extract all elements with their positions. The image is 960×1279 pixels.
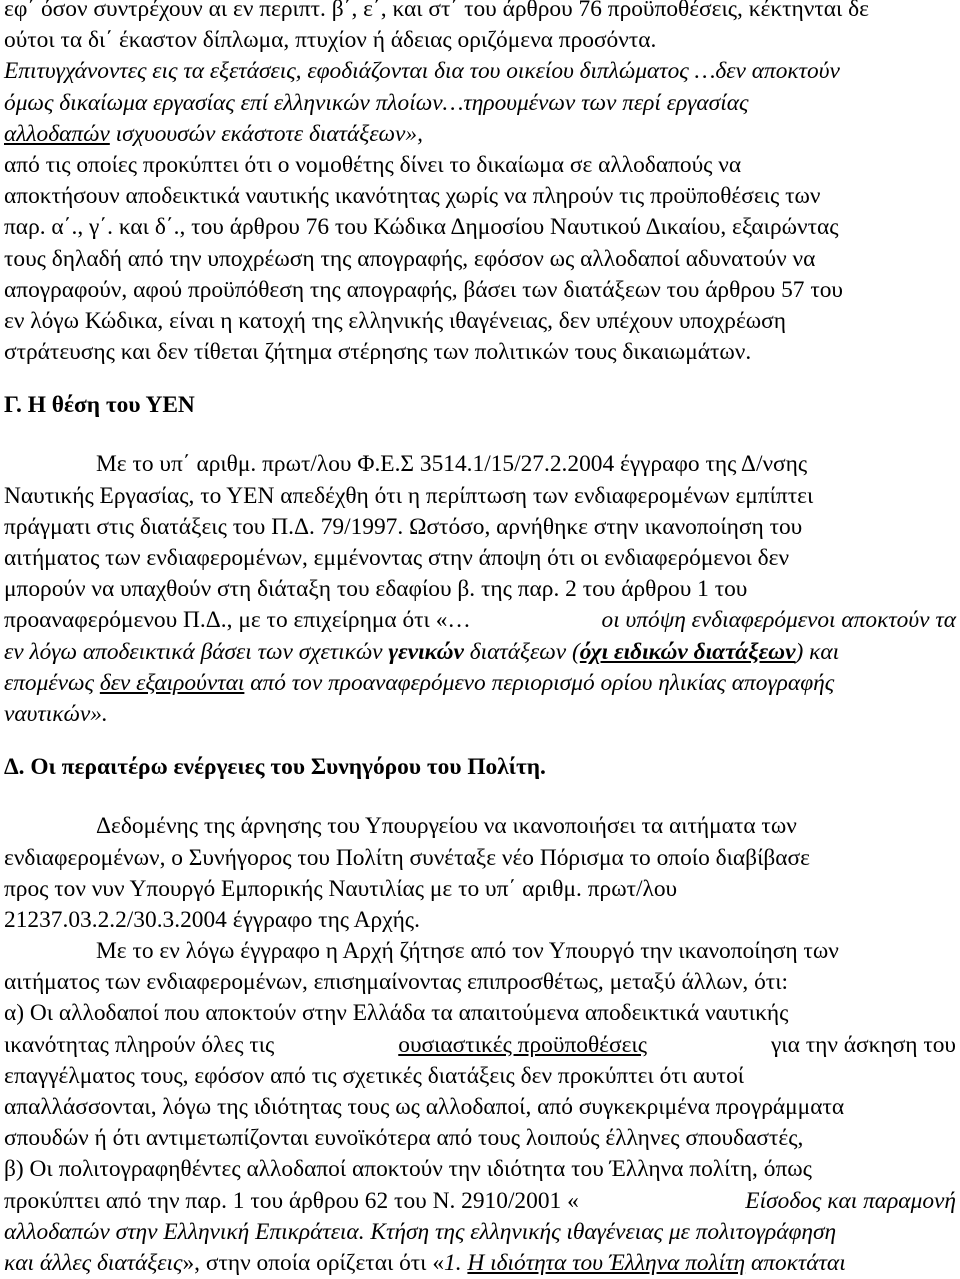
text-span: και άλλες διατάξεις <box>4 1249 183 1276</box>
text-line <box>4 1092 956 1123</box>
text-line <box>4 512 956 543</box>
text-span: ουσιαστικές προϋποθέσεις <box>398 1031 647 1058</box>
text-span: Με το εν λόγω έγγραφο η Αρχή ζήτησε από τον Υπουργό την ικανοποίηση των <box>96 938 839 965</box>
text-line <box>4 337 956 368</box>
text-span: απαλλάσσονται, λόγω της ιδιότητας τους ως αλλοδαποί, από συγκεκριμένα προγράμματα <box>4 1094 845 1120</box>
section-heading-d: Δ. Οι περαιτέρω ενέργειες του Συνηγόρου του Πολίτη. <box>4 754 546 781</box>
text-span: », στην οποία ορίζεται ότι « <box>182 1249 445 1276</box>
text-line <box>4 1248 956 1279</box>
text-span: μπορούν να υπαχθούν στη διάταξη του εδαφίου β. της παρ. 2 του άρθρου 1 του <box>4 576 748 603</box>
text-span: αποκτήσουν αποδεικτικά ναυτικής ικανότητας χωρίς να πληρούν τις προϋποθέσεις των <box>4 183 821 210</box>
text-span: ενδιαφερομένων, ο Συνήγορος του Πολίτη συνέταξε νέο Πόρισμα το οποίο διαβίβασε <box>4 844 810 871</box>
text-line <box>4 1154 956 1185</box>
text-line <box>4 1217 956 1248</box>
text-span: γενικών <box>388 638 464 665</box>
text-line <box>4 88 956 119</box>
text-span: Με το υπ΄ αριθμ. πρωτ/λου Φ.Ε.Σ 3514.1/15/27.2.2004 έγγραφο της Δ/νσης <box>96 451 808 478</box>
text-span: αλλοδαπών <box>4 120 110 147</box>
text-span: αιτήματος των ενδιαφερομένων, επισημαίνοντας επιπροσθέτως, μεταξύ άλλων, ότι: <box>4 969 788 996</box>
text-span: τους δηλαδή από την υποχρέωση της απογραφής, εφόσον ως αλλοδαποί αδυνατούν να <box>4 245 816 272</box>
text-line <box>4 998 956 1029</box>
text-line <box>4 306 956 337</box>
text-line <box>4 212 956 243</box>
text-span: από τις οποίες προκύπτει ότι ο νομοθέτης δίνει το δικαίωμα σε αλλοδαπούς να <box>4 151 742 178</box>
text-span: Επιτυγχάνοντες εις τα εξετάσεις, εφοδιάζονται δια του οικείου διπλώματος …δεν αποκτούν <box>4 58 840 85</box>
text-span: ούτοι τα δι΄ έκαστον δίπλωμα, πτυχίον ή άδειας οριζόμενα προσόντα. <box>4 27 657 54</box>
text-span: 1. <box>444 1249 468 1276</box>
text-line <box>4 150 956 181</box>
text-line <box>4 967 956 998</box>
text-span: οι υπόψη ενδιαφερόμενοι αποκτούν τα <box>601 607 956 634</box>
text-line <box>4 449 956 480</box>
text-line <box>4 119 956 150</box>
text-span: δεν εξαιρούνται <box>99 669 245 696</box>
text-span: απογραφούν, αφού προϋπόθεση της απογραφής, βάσει των διατάξεων του άρθρου 57 του <box>4 276 843 303</box>
text-line <box>4 181 956 212</box>
text-line <box>4 1123 956 1154</box>
text-line <box>4 811 956 842</box>
text-span: Είσοδος και παραμονή <box>745 1187 956 1214</box>
document-page <box>4 0 956 1279</box>
text-line <box>4 637 956 668</box>
text-span: εφ΄ όσον συντρέχουν αι εν περιπτ. β΄, ε΄, και στ΄ του άρθρου 76 προϋποθέσεις, κέκτηνται δε <box>4 0 869 22</box>
text-span: προκύπτει από την παρ. 1 του άρθρου 62 του Ν. 2910/2001 « <box>4 1187 579 1214</box>
text-span: όχι ειδικών διατάξεων <box>579 638 796 665</box>
text-span: εν λόγω αποδεικτικά βάσει των σχετικών <box>4 638 389 665</box>
text-line <box>4 574 956 605</box>
text-span: αιτήματος των ενδιαφερομένων, εμμένοντας στην άποψη ότι οι ενδιαφερόμενοι δεν <box>4 545 790 571</box>
text-span: ισχυουσών εκάστοτε διατάξεων», <box>109 120 423 147</box>
text-line <box>4 843 956 874</box>
text-span: Ναυτικής Εργασίας, το ΥΕΝ απεδέχθη ότι η περίπτωση των ενδιαφερομένων εμπίπτει <box>4 482 814 509</box>
text-span: πράγματι στις διατάξεις του Π.Δ. 79/1997. Ωστόσο, αρνήθηκε στην ικανοποίηση του <box>4 513 803 540</box>
text-span: διατάξεων ( <box>463 638 580 665</box>
text-line <box>4 1061 956 1092</box>
text-span: Η ιδιότητα του Έλληνα πολίτη <box>467 1249 746 1276</box>
text-span: ναυτικών». <box>4 700 108 727</box>
text-span: από τον προαναφερόμενο περιορισμό ορίου ηλικίας απογραφής <box>244 669 835 696</box>
text-span: όμως δικαίωμα εργασίας επί ελληνικών πλοίων…τηρουμένων των περί εργασίας <box>4 89 749 116</box>
text-span: 21237.03.2.2/30.3.2004 έγγραφο της Αρχής. <box>4 906 420 933</box>
text-line <box>4 56 956 87</box>
text-span: για την άσκηση του <box>765 1031 956 1058</box>
text-line <box>4 0 956 25</box>
text-line <box>4 244 956 275</box>
text-span: α) Οι αλλοδαποί που αποκτούν στην Ελλάδα τα απαιτούμενα αποδεικτικά ναυτικής <box>4 1000 789 1027</box>
text-line <box>4 874 956 905</box>
text-line <box>4 481 956 512</box>
text-line <box>4 275 956 306</box>
text-span: αποκτάται <box>745 1249 846 1276</box>
text-line <box>4 605 956 636</box>
text-line <box>4 905 956 936</box>
text-line <box>4 1186 956 1217</box>
text-line <box>4 1030 956 1061</box>
section-heading-g: Γ. Η θέση του ΥΕΝ <box>4 392 195 419</box>
text-line <box>4 25 956 56</box>
text-line <box>4 668 956 699</box>
text-span: προαναφερόμενου Π.Δ., με το επιχείρημα ότι «… <box>4 607 471 634</box>
text-span: στράτευσης και δεν τίθεται ζήτημα στέρησης των πολιτικών τους δικαιωμάτων. <box>4 339 752 366</box>
text-span: αλλοδαπών στην Ελληνική Επικράτεια. Κτήση της ελληνικής ιθαγένειας με πολιτογράφηση <box>4 1218 837 1245</box>
text-span: επαγγέλματος τους, εφόσον από τις σχετικές διατάξεις δεν προκύπτει ότι αυτοί <box>4 1062 745 1089</box>
text-line <box>4 543 956 574</box>
text-line <box>4 699 956 730</box>
text-span: εν λόγω Κώδικα, είναι η κατοχή της ελληνικής ιθαγένειας, δεν υπέχουν υποχρέωση <box>4 307 787 334</box>
text-span: σπουδών ή ότι αντιμετωπίζονται ευνοϊκότερα από τους λοιπούς έλληνες σπουδαστές, <box>4 1125 804 1152</box>
text-line <box>4 936 956 967</box>
text-span: Δεδομένης της άρνησης του Υπουργείου να ικανοποιήσει τα αιτήματα των <box>96 813 797 840</box>
text-span: προς τον νυν Υπουργό Εμπορικής Ναυτιλίας με το υπ΄ αριθμ. πρωτ/λου <box>4 875 678 902</box>
text-span: ικανότητας πληρούν όλες τις <box>4 1031 281 1058</box>
text-span: ) και <box>795 638 840 665</box>
text-span: β) Οι πολιτογραφηθέντες αλλοδαποί αποκτούν την ιδιότητα του Έλληνα πολίτη, όπως <box>4 1156 812 1183</box>
text-span: παρ. α΄., γ΄. και δ΄., του άρθρου 76 του Κώδικα Δημοσίου Ναυτικού Δικαίου, εξαιρώντας <box>4 214 839 241</box>
text-span: επομένως <box>4 669 100 696</box>
